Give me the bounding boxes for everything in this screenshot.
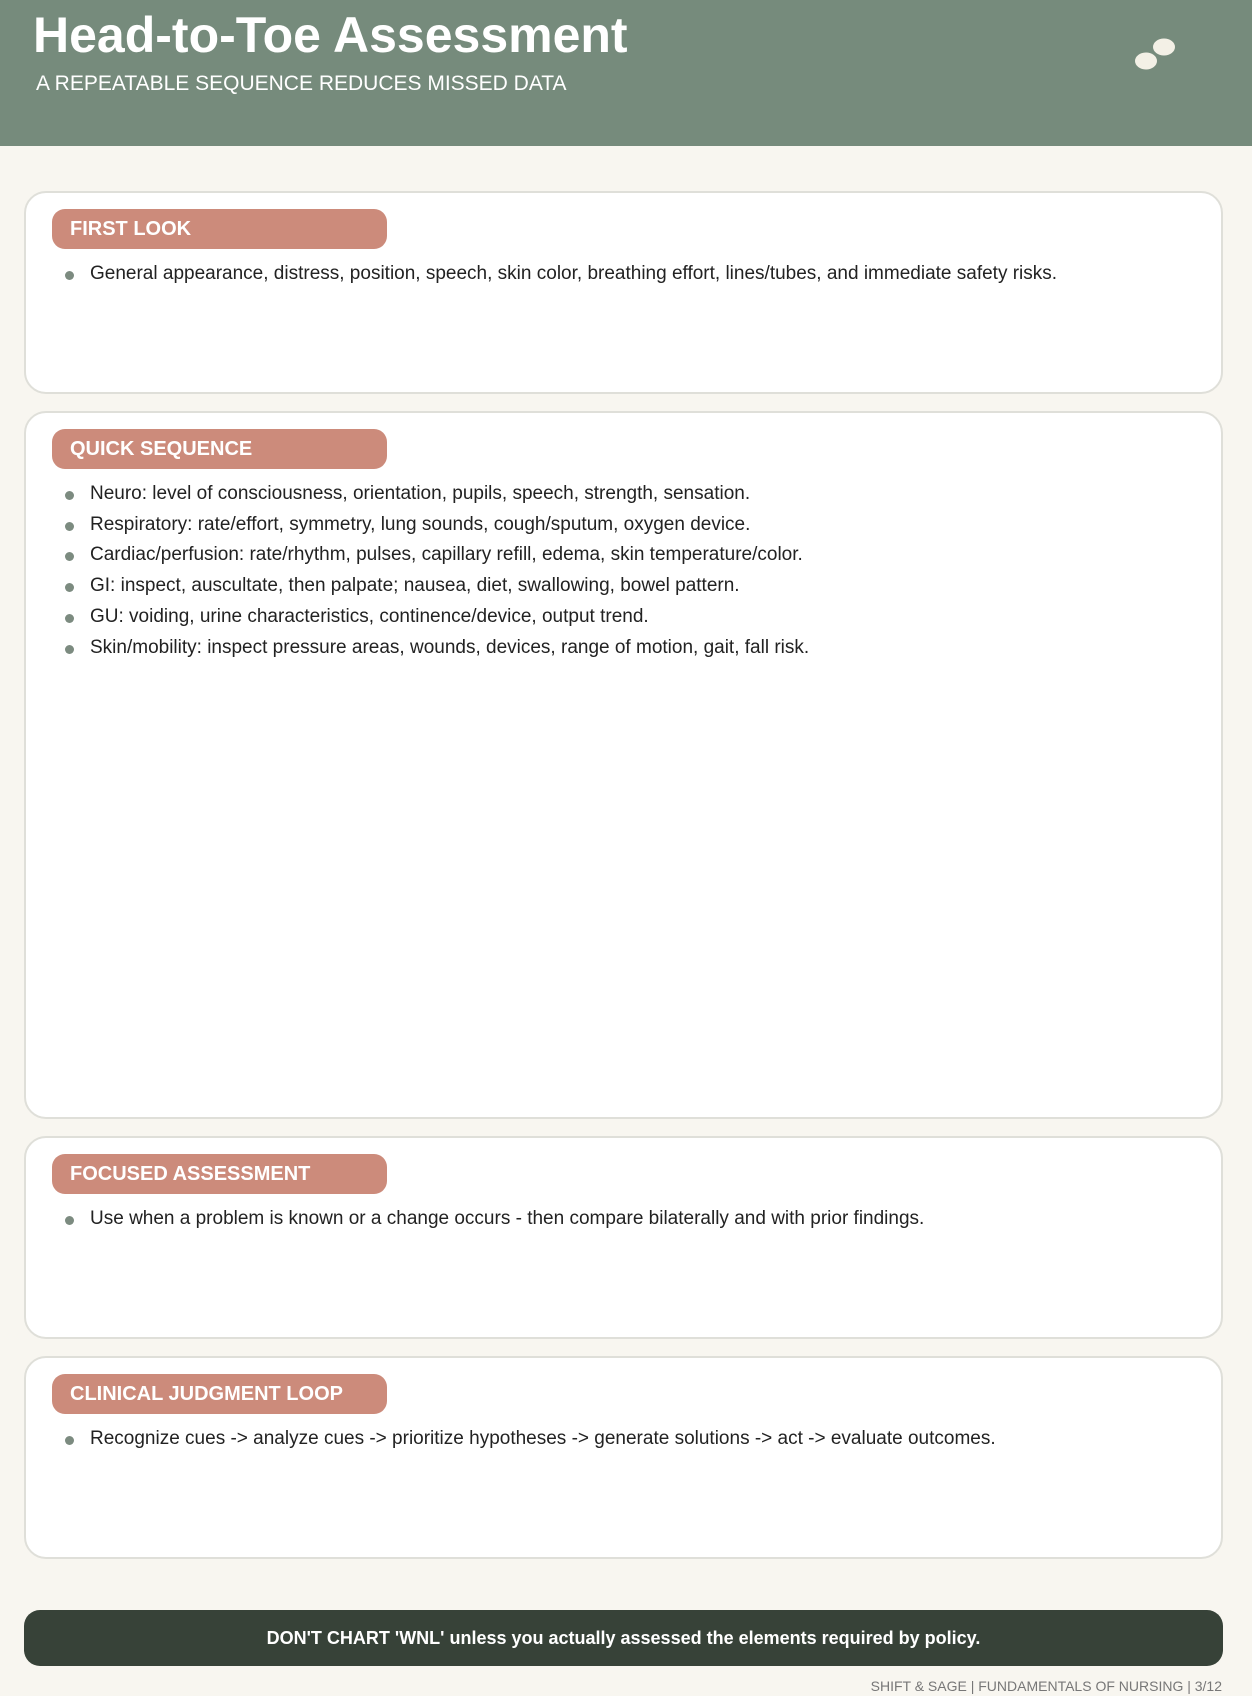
list-item-text: General appearance, distress, position, speech, skin color, breathing effort, lines/tubes, and immediate safety risks. [90, 263, 1058, 284]
section-card-clinical-judgment-loop [24, 1356, 1223, 1559]
bullet-dot [65, 614, 74, 623]
list-item-text: Neuro: level of consciousness, orientation, pupils, speech, strength, sensation. [90, 483, 751, 504]
section-list [26, 1424, 996, 1455]
section-label-clinical-judgment-loop: CLINICAL JUDGMENT LOOP [52, 1374, 387, 1414]
section-label-first-look: FIRST LOOK [52, 209, 387, 249]
section-label-quick-sequence: QUICK SEQUENCE [52, 429, 387, 469]
list-item [26, 571, 809, 602]
list-item-text: Respiratory: rate/effort, symmetry, lung sounds, cough/sputum, oxygen device. [90, 513, 751, 535]
section-list [26, 479, 809, 663]
list-item-text: Use when a problem is known or a change occurs - then compare bilaterally and with prior findings. [90, 1208, 925, 1229]
list-item [26, 540, 809, 571]
bullet-dot [65, 271, 74, 280]
section-list [26, 259, 1057, 290]
list-item [26, 510, 809, 541]
section-card-focused-assessment [24, 1136, 1223, 1339]
list-item-text: GI: inspect, auscultate, then palpate; nausea, diet, swallowing, bowel pattern. [90, 575, 740, 597]
page-header [0, 0, 1252, 146]
list-item-text: Cardiac/perfusion: rate/rhythm, pulses, capillary refill, edema, skin temperature/color. [90, 544, 803, 566]
warning-banner: DON'T CHART 'WNL' unless you actually assessed the elements required by policy. [24, 1610, 1223, 1666]
bullet-dot [65, 1216, 74, 1225]
list-item [26, 633, 809, 664]
bullet-dot [65, 645, 74, 654]
section-label-focused-assessment: FOCUSED ASSESSMENT [52, 1154, 387, 1194]
section-card-first-look [24, 191, 1223, 394]
page-subtitle: A REPEATABLE SEQUENCE REDUCES MISSED DATA [36, 72, 567, 95]
list-item [26, 1424, 996, 1455]
list-item [26, 1204, 924, 1235]
bullet-dot [65, 491, 74, 500]
section-list [26, 1204, 924, 1235]
list-item [26, 259, 1057, 290]
bullet-dot [65, 583, 74, 592]
list-item [26, 602, 809, 633]
bullet-dot [65, 1436, 74, 1445]
page-footer: SHIFT & SAGE | FUNDAMENTALS OF NURSING | 3/12 [870, 1678, 1222, 1694]
section-card-quick-sequence [24, 411, 1223, 1119]
bullet-dot [65, 552, 74, 561]
bullet-dot [65, 522, 74, 531]
two-leaf-dots-icon [1130, 34, 1180, 74]
list-item-text: Skin/mobility: inspect pressure areas, wounds, devices, range of motion, gait, fall risk. [90, 636, 810, 658]
page-title: Head-to-Toe Assessment [33, 7, 628, 63]
list-item-text: Recognize cues -> analyze cues -> prioritize hypotheses -> generate solutions -> act -> evaluate outcomes. [90, 1428, 996, 1449]
list-item [26, 479, 809, 510]
list-item-text: GU: voiding, urine characteristics, continence/device, output trend. [90, 605, 649, 627]
